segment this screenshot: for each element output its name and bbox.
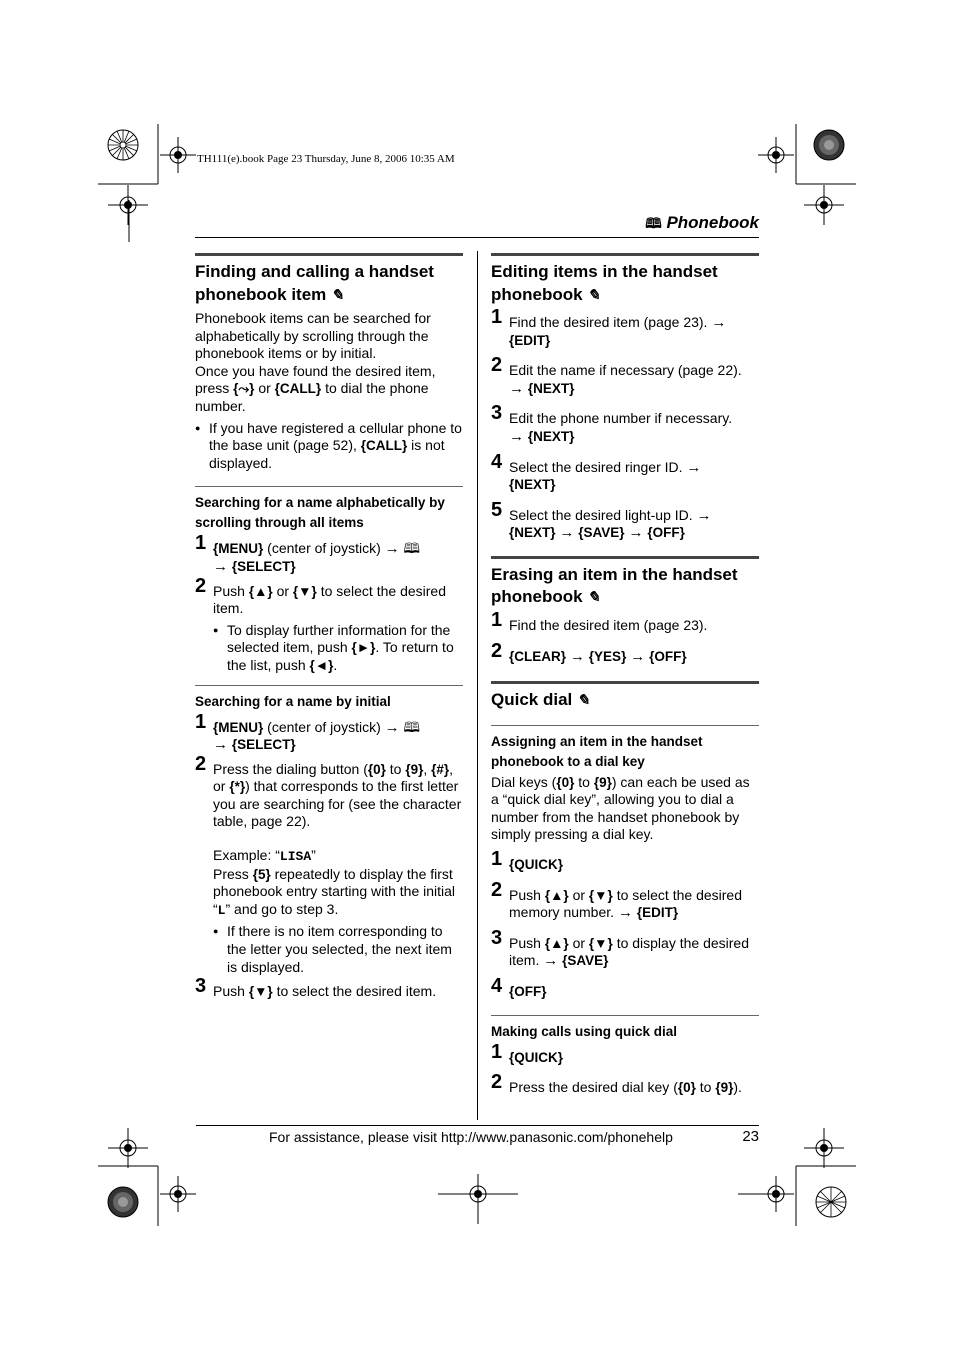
step-item: 2 {CLEAR} → {YES} → {OFF} [491, 639, 687, 665]
arrow-icon: → [384, 540, 400, 558]
page-footer [196, 1125, 759, 1145]
color-wheel-icon [106, 128, 140, 162]
step-item: 3 Push {▲} or {▼} to display the desired item. → {SAVE} [491, 926, 749, 970]
handset-pen-icon: ✎ [331, 286, 344, 304]
step-item: 4 {OFF} [491, 974, 547, 999]
step-item: 1 {QUICK} [491, 1040, 564, 1065]
section-title: Quick dial ✎ [491, 681, 759, 713]
step-item: 5 Select the desired light-up ID. → {NEXT} → {SAVE} → {OFF} [491, 498, 712, 542]
talk-key: {⤳} [233, 381, 255, 397]
left-column [195, 253, 463, 1001]
arrow-icon: → [213, 736, 228, 754]
section-title: Finding and calling a handset phonebook item ✎ [195, 253, 463, 307]
arrow-icon: → [686, 458, 702, 476]
paragraph: Once you have found the desired item, press {⤳} or {CALL} to dial the phone number. [195, 362, 436, 414]
registration-target-icon [160, 1176, 196, 1212]
step-item: 1 {QUICK} [491, 848, 564, 872]
subsection-title: Searching for a name alphabetically by scrolling through all items [195, 486, 463, 533]
header-rule [195, 237, 759, 238]
step-item: 2 Push {▲} or {▼} to select the desired item. ● To display further information for the selected item, push {►}. To return to the list, push {◄}. [195, 583, 463, 675]
print-info-line: TH111(e).book Page 23 Thursday, June 8, 2006 10:35 AM [197, 153, 455, 165]
example-detail: Press {5} repeatedly to display the first phonebook entry starting with the initial “L” and go to step 3. [213, 865, 456, 918]
step-item: 1 {MENU} (center of joystick) → 🕮 → {SELECT} [195, 532, 421, 575]
arrow-icon: → [628, 524, 644, 542]
subsection-title: Assigning an item in the handset phonebook to a dial key [491, 725, 759, 772]
registration-target-icon [108, 1128, 148, 1168]
step-item: 1 Find the desired item (page 23). → {EDIT} [491, 306, 727, 348]
arrow-icon: → [711, 314, 727, 331]
phonebook-icon: 🕮 [403, 540, 421, 557]
color-wheel-icon [814, 1185, 848, 1219]
step-item: 3 Push {▼} to select the desired item. [195, 975, 437, 1000]
step-item: 2 Edit the name if necessary (page 22). → {NEXT} [491, 354, 742, 397]
bullet-note: ● If there is no item corresponding to the letter you selected, the next item is displayed. [213, 923, 463, 976]
arrow-icon: → [559, 524, 575, 542]
arrow-icon: → [509, 427, 524, 445]
registration-target-icon [160, 137, 196, 173]
subsection-title: Searching for a name by initial [195, 685, 463, 712]
arrow-icon: → [384, 718, 400, 736]
step-item: 1 {MENU} (center of joystick) → 🕮 → {SELECT} [195, 710, 421, 754]
bullet-note: ● To display further information for the selected item, push {►}. To return to the list, push {◄}. [213, 622, 463, 675]
arrow-icon: → [569, 647, 585, 665]
arrow-icon: → [617, 904, 633, 922]
call-key: {CALL} [274, 381, 322, 397]
handset-pen-icon: ✎ [587, 589, 600, 607]
step-item: 4 Select the desired ringer ID. → {NEXT} [491, 450, 702, 493]
paragraph: Phonebook items can be searched for alphabetically by scrolling through the phonebook items or by initial. [195, 310, 431, 362]
subsection-title: Making calls using quick dial [491, 1015, 759, 1042]
step-item: 1 Find the desired item (page 23). [491, 608, 708, 633]
section-header-title: Phonebook [666, 213, 759, 232]
right-column [491, 253, 759, 1097]
registration-target-icon [804, 185, 844, 225]
step-item: 2 Push {▲} or {▼} to select the desired memory number. → {EDIT} [491, 878, 742, 922]
example-line: Example: “LISA” [213, 847, 316, 865]
color-wheel-icon [106, 1185, 140, 1219]
page-number: 23 [742, 1128, 759, 1145]
section-header [627, 213, 759, 237]
arrow-icon: → [213, 557, 228, 575]
arrow-icon: → [543, 952, 559, 970]
crop-line [127, 200, 131, 242]
step-item: 2 Press the dialing button ({0} to {9}, {#}, or {*}) that corresponds to the first letter you are searching for (see the character table, page 22). Example: “LISA” Press {5} repeatedly to display the first phonebook entry starting with the initial “L” and go to step 3. ● If there is no item corresponding to the letter you selected, the next item is displayed. [195, 761, 463, 977]
arrow-icon: → [630, 647, 646, 665]
section-title: Editing items in the handset phonebook ✎ [491, 253, 759, 307]
registration-target-icon [738, 1176, 794, 1212]
handset-pen-icon: ✎ [576, 692, 590, 710]
section-title: Erasing an item in the handset phonebook ✎ [491, 556, 759, 610]
arrow-icon: → [509, 379, 524, 397]
phonebook-icon: 🕮 [645, 215, 662, 231]
arrow-icon: → [696, 506, 712, 524]
step-item: 3 Edit the phone number if necessary. → {NEXT} [491, 402, 733, 445]
registration-target-icon [438, 1174, 518, 1224]
registration-target-icon [758, 137, 794, 173]
column-divider [477, 251, 478, 1120]
registration-target-icon [804, 1128, 844, 1168]
handset-pen-icon: ✎ [587, 286, 600, 304]
color-wheel-icon [812, 128, 846, 162]
phonebook-icon: 🕮 [403, 718, 421, 735]
assistance-text: For assistance, please visit http://www.panasonic.com/phonehelp [269, 1129, 673, 1145]
paragraph: Dial keys ({0} to {9}) can each be used as a “quick dial key”, allowing you to dial a number from the handset phonebook by simply pressing a dial key. [491, 773, 750, 843]
step-item: 2 Press the desired dial key ({0} to {9}). [491, 1071, 742, 1096]
bullet-note: ● If you have registered a cellular phone to the base unit (page 52), {CALL} is not displayed. [195, 420, 463, 473]
